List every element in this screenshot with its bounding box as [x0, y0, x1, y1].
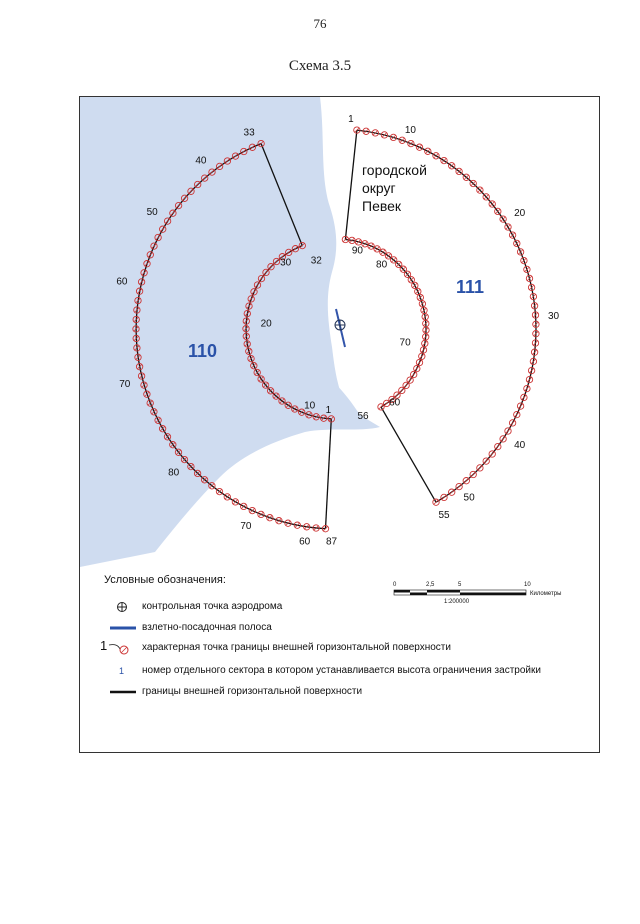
characteristic-point: [258, 511, 264, 517]
boundary-radial-111-north: [345, 130, 357, 239]
characteristic-point: [433, 499, 439, 505]
characteristic-point: [241, 503, 247, 509]
outer-ring-label: 20: [514, 208, 526, 220]
characteristic-point: [412, 282, 418, 288]
characteristic-point: [224, 494, 230, 500]
characteristic-point: [441, 494, 447, 500]
characteristic-point: [417, 294, 423, 300]
inner-ring-label: 30: [280, 257, 292, 269]
legend-text-runway: взлетно-посадочная полоса: [142, 622, 272, 633]
outer-ring-label: 1: [348, 114, 354, 126]
outer-ring-label: 55: [438, 510, 450, 522]
characteristic-point: [524, 385, 530, 391]
characteristic-point: [449, 489, 455, 495]
characteristic-point: [477, 465, 483, 471]
outer-ring-label: 33: [243, 127, 255, 139]
scale-tick-5: 5: [458, 582, 462, 588]
characteristic-point: [495, 443, 501, 449]
characteristic-point: [517, 403, 523, 409]
page-number: 76: [313, 16, 327, 31]
zone-label-110: 110: [188, 341, 218, 361]
characteristic-point: [483, 194, 489, 200]
characteristic-point: [470, 180, 476, 186]
outer-ring-label: 70: [240, 521, 252, 533]
city-label-line1: городской: [362, 162, 427, 178]
characteristic-point: [441, 157, 447, 163]
characteristic-point: [521, 394, 527, 400]
boundary-radial-111-south: [381, 407, 436, 502]
outer-ring-label: 10: [404, 125, 416, 137]
characteristic-point: [483, 458, 489, 464]
characteristic-point: [232, 499, 238, 505]
outer-ring-label: 50: [463, 492, 475, 504]
scale-tick-2-5: 2,5: [426, 582, 435, 588]
city-label-line3: Певек: [362, 198, 402, 214]
outer-ring-label: 50: [146, 207, 158, 219]
inner-ring-label: 1: [325, 405, 332, 416]
outer-ring-label: 80: [168, 467, 180, 479]
aerodrome-control-point: [335, 320, 345, 330]
scale-tick-0: 0: [393, 582, 397, 588]
outer-ring-label: 30: [547, 311, 560, 322]
characteristic-point: [500, 216, 506, 222]
characteristic-point: [249, 507, 255, 513]
zone-label-111: 111: [456, 277, 485, 297]
inner-ring-label: 56: [357, 410, 369, 422]
legend-sector-prefix: 1: [119, 666, 125, 676]
legend-title: Условные обозначения:: [104, 574, 226, 586]
inner-ring-label: 60: [389, 397, 401, 409]
characteristic-point: [477, 187, 483, 193]
characteristic-point: [489, 201, 495, 207]
inner-ring-label: 20: [260, 318, 272, 330]
legend-text-characteristic-point: характерная точка границы внешней горизонтальной поверхности: [142, 642, 451, 653]
characteristic-point: [517, 249, 523, 255]
outer-ring-label: 40: [195, 155, 207, 167]
scheme-title: Схема 3.5: [288, 58, 352, 74]
characteristic-point: [415, 288, 421, 294]
legend-char-point-prefix: 1: [100, 640, 108, 653]
inner-ring-label: 90: [351, 245, 363, 257]
characteristic-point: [380, 249, 386, 255]
map-canvas: [80, 97, 599, 752]
legend-text-boundary: границы внешней горизонтальной поверхности: [142, 686, 363, 697]
characteristic-point: [425, 148, 431, 154]
characteristic-point: [374, 246, 380, 252]
characteristic-point: [414, 365, 420, 371]
characteristic-point: [514, 240, 520, 246]
inner-ring-label: 32: [310, 255, 322, 267]
scale-ratio: 1:200000: [444, 599, 470, 605]
characteristic-point: [500, 436, 506, 442]
scale-tick-10: 10: [524, 582, 531, 588]
characteristic-point: [368, 243, 374, 249]
characteristic-point: [267, 515, 273, 521]
characteristic-point: [433, 153, 439, 159]
outer-ring-label: 87: [325, 536, 338, 548]
characteristic-point: [495, 208, 501, 214]
legend-text-sector-number: номер отдельного сектора в котором устанавливается высота ограничения застройки: [142, 665, 541, 676]
characteristic-point: [456, 168, 462, 174]
characteristic-point: [470, 471, 476, 477]
map-frame: [79, 96, 600, 753]
characteristic-point: [489, 451, 495, 457]
outer-ring-label: 60: [299, 536, 311, 548]
characteristic-point: [509, 232, 515, 238]
characteristic-point: [416, 359, 422, 365]
scale-unit: Километры: [530, 591, 562, 597]
characteristic-point: [416, 144, 422, 150]
characteristic-point: [505, 224, 511, 230]
characteristic-point: [399, 137, 405, 143]
inner-ring-label: 10: [304, 400, 316, 412]
inner-ring-label: 80: [376, 259, 388, 271]
characteristic-point: [378, 404, 384, 410]
characteristic-point: [505, 428, 511, 434]
characteristic-point: [509, 420, 515, 426]
outer-ring-label: 70: [119, 378, 131, 390]
boundary-radial-110-south: [326, 419, 332, 529]
characteristic-point: [514, 411, 520, 417]
characteristic-point: [521, 257, 527, 263]
characteristic-point: [216, 488, 222, 494]
characteristic-point: [408, 140, 414, 146]
characteristic-point: [524, 266, 530, 272]
inner-ring-label: 70: [399, 337, 411, 349]
outer-ring-label: 60: [116, 276, 128, 288]
characteristic-point: [463, 478, 469, 484]
outer-ring-label: 40: [514, 439, 526, 451]
characteristic-point: [456, 483, 462, 489]
legend-text-control-point: контрольная точка аэродрома: [142, 601, 283, 612]
city-label-line2: округ: [362, 180, 396, 196]
characteristic-point: [449, 163, 455, 169]
characteristic-point: [463, 174, 469, 180]
